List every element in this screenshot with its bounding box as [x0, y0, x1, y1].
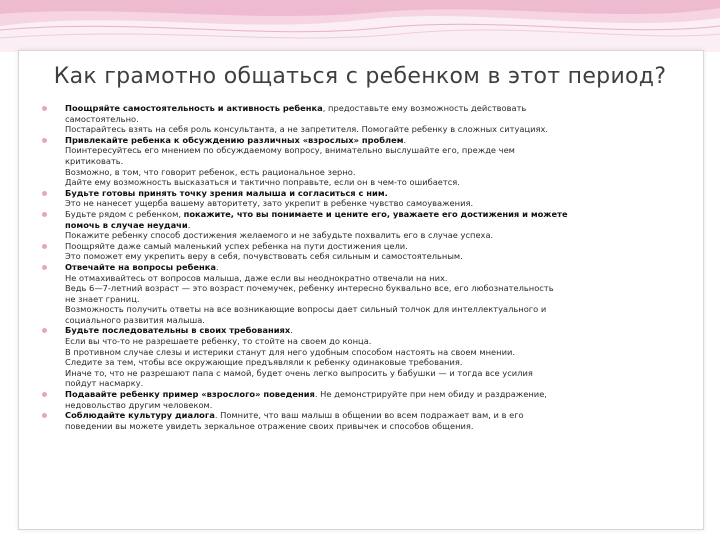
bullet-dot-icon — [42, 244, 47, 249]
body-text: Дайте ему возможность высказаться и тактично поправьте, если он в чем-то ошибается. — [65, 177, 460, 188]
bullet-dot-icon — [42, 138, 47, 143]
body-text: пойдут насмарку. — [65, 378, 144, 389]
bullet-line — [65, 315, 674, 326]
bullet-line — [65, 135, 674, 146]
bullet-line — [65, 198, 674, 209]
bullet-line — [65, 273, 674, 284]
bullet-line — [65, 114, 674, 125]
bold-text: Поощряйте самостоятельность и активность ребенка — [65, 103, 323, 113]
bullet-item — [42, 103, 674, 135]
bullet-line — [65, 209, 674, 220]
bullet-line — [65, 145, 674, 156]
bullet-dot-icon — [42, 413, 47, 418]
body-text: . — [403, 134, 407, 145]
bullet-line — [65, 294, 674, 305]
body-text: . Не демонстрируйте при нем обиду и раздражение, — [314, 389, 547, 400]
body-text: Если вы что-то не разрешаете ребенку, то стойте на своем до конца. — [65, 336, 372, 347]
body-text: Это поможет ему укрепить веру в себя, почувствовать себя сильным и самостоятельным. — [65, 251, 463, 262]
bullet-line — [65, 389, 674, 400]
bullet-line — [65, 241, 674, 252]
body-text: Постарайтесь взять на себя роль консультанта, а не запретителя. Помогайте ребенку в сложных ситуациях. — [65, 124, 549, 135]
body-text: Возможно, в том, что говорит ребенок, есть рациональное зерно. — [65, 166, 356, 177]
body-text: , предоставьте ему возможность действовать — [322, 103, 527, 113]
bullet-item — [42, 241, 674, 262]
bullet-line — [65, 251, 674, 262]
bullet-line — [65, 156, 674, 167]
bold-text: Подавайте ребенку пример «взрослого» поведения — [65, 389, 315, 400]
bullet-line — [65, 167, 674, 178]
bold-text: Соблюдайте культуру диалога — [65, 410, 215, 421]
body-text: Не отмахивайтесь от вопросов малыша, даже если вы неоднократно отвечали на них. — [65, 272, 448, 283]
bullet-line — [65, 283, 674, 294]
bullet-line — [65, 124, 674, 135]
body-text: поведении вы можете увидеть зеркальное отражение своих привычек и способов общения. — [65, 420, 474, 431]
body-text: Возможность получить ответы на все возникающие вопросы дает сильный толчок для интеллектуального и — [65, 304, 547, 315]
bullet-dot-icon — [42, 265, 47, 270]
bullet-item — [42, 188, 674, 209]
bold-text: Отвечайте на вопросы ребенка — [65, 261, 216, 272]
bullet-line — [65, 188, 674, 199]
body-text: социального развития малыша. — [65, 314, 205, 325]
bold-text: Будьте последовательны в своих требованиях — [65, 325, 291, 336]
body-text: В противном случае слезы и истерики станут для него удобным способом настоять на своем мнении. — [65, 346, 515, 357]
body-text: . — [215, 261, 219, 272]
bullet-dot-icon — [42, 392, 47, 397]
bullet-dot-icon — [42, 212, 47, 217]
bullet-item — [42, 389, 674, 410]
bold-text: Будьте готовы принять точку зрения малыша и согласиться с ним. — [65, 187, 388, 198]
page-title: Как грамотно общаться с ребенком в этот период? — [53, 64, 667, 89]
bullet-line — [65, 347, 674, 358]
body-text: . — [187, 219, 191, 230]
body-text: Покажите ребенку способ достижения желаемого и не забудьте похвалить его в случае успеха. — [65, 230, 494, 241]
body-text: Будьте рядом с ребенком, — [65, 208, 184, 219]
body-text: Это не нанесет ущерба вашему авторитету, зато укрепит в ребенке чувство самоуважения. — [65, 198, 474, 209]
body-text: Следите за тем, чтобы все окружающие предъявляли к ребенку одинаковые требования. — [65, 357, 463, 368]
bullet-item — [42, 135, 674, 188]
bold-text: Привлекайте ребенка к обсуждению различных «взрослых» проблем — [65, 134, 404, 145]
bullet-item — [42, 325, 674, 389]
body-text: Поощряйте даже самый маленький успех ребенка на пути достижения цели. — [65, 240, 408, 251]
bullet-line — [65, 368, 674, 379]
body-text: Ведь 6—7-летний возраст — это возраст почемучек, ребенку интересно буквально все, его любознательность — [65, 283, 554, 294]
bullet-line — [65, 230, 674, 241]
bullet-line — [65, 410, 674, 421]
bullet-line — [65, 336, 674, 347]
bullet-item — [42, 209, 674, 241]
body-text: критиковать. — [65, 155, 124, 166]
body-text: самостоятельно. — [65, 113, 139, 124]
bullet-line — [65, 400, 674, 411]
bullet-line — [65, 378, 674, 389]
body-text: . — [290, 325, 293, 336]
bullet-item — [42, 262, 674, 326]
bullet-dot-icon — [42, 191, 47, 196]
body-text: не знает границ. — [65, 293, 140, 304]
body-text: Поинтересуйтесь его мнением по обсуждаемому вопросу, внимательно выслушайте его, прежде чем — [65, 145, 515, 156]
bullet-line — [65, 325, 674, 336]
bullet-line — [65, 304, 674, 315]
body-text: недовольство другим человеком. — [65, 399, 213, 410]
bold-text: помочь в случае неудачи — [65, 219, 188, 230]
bullet-line — [65, 421, 674, 432]
bullet-item — [42, 410, 674, 431]
decorative-wave-band — [0, 0, 720, 52]
bullet-line — [65, 103, 674, 114]
body-text: . Помните, что ваш малыш в общении во всем подражает вам, и в его — [214, 410, 524, 421]
bullet-dot-icon — [42, 328, 47, 333]
bullet-line — [65, 220, 674, 231]
bullet-dot-icon — [42, 106, 47, 111]
bullet-list — [42, 103, 674, 431]
bullet-line — [65, 262, 674, 273]
bullet-line — [65, 357, 674, 368]
body-text: Иначе то, что не разрешают папа с мамой, будет очень легко выпросить у бабушки — и тогда все усилия — [65, 367, 533, 378]
bold-text: покажите, что вы понимаете и цените его, уважаете его достижения и можете — [183, 208, 568, 219]
bullet-line — [65, 177, 674, 188]
